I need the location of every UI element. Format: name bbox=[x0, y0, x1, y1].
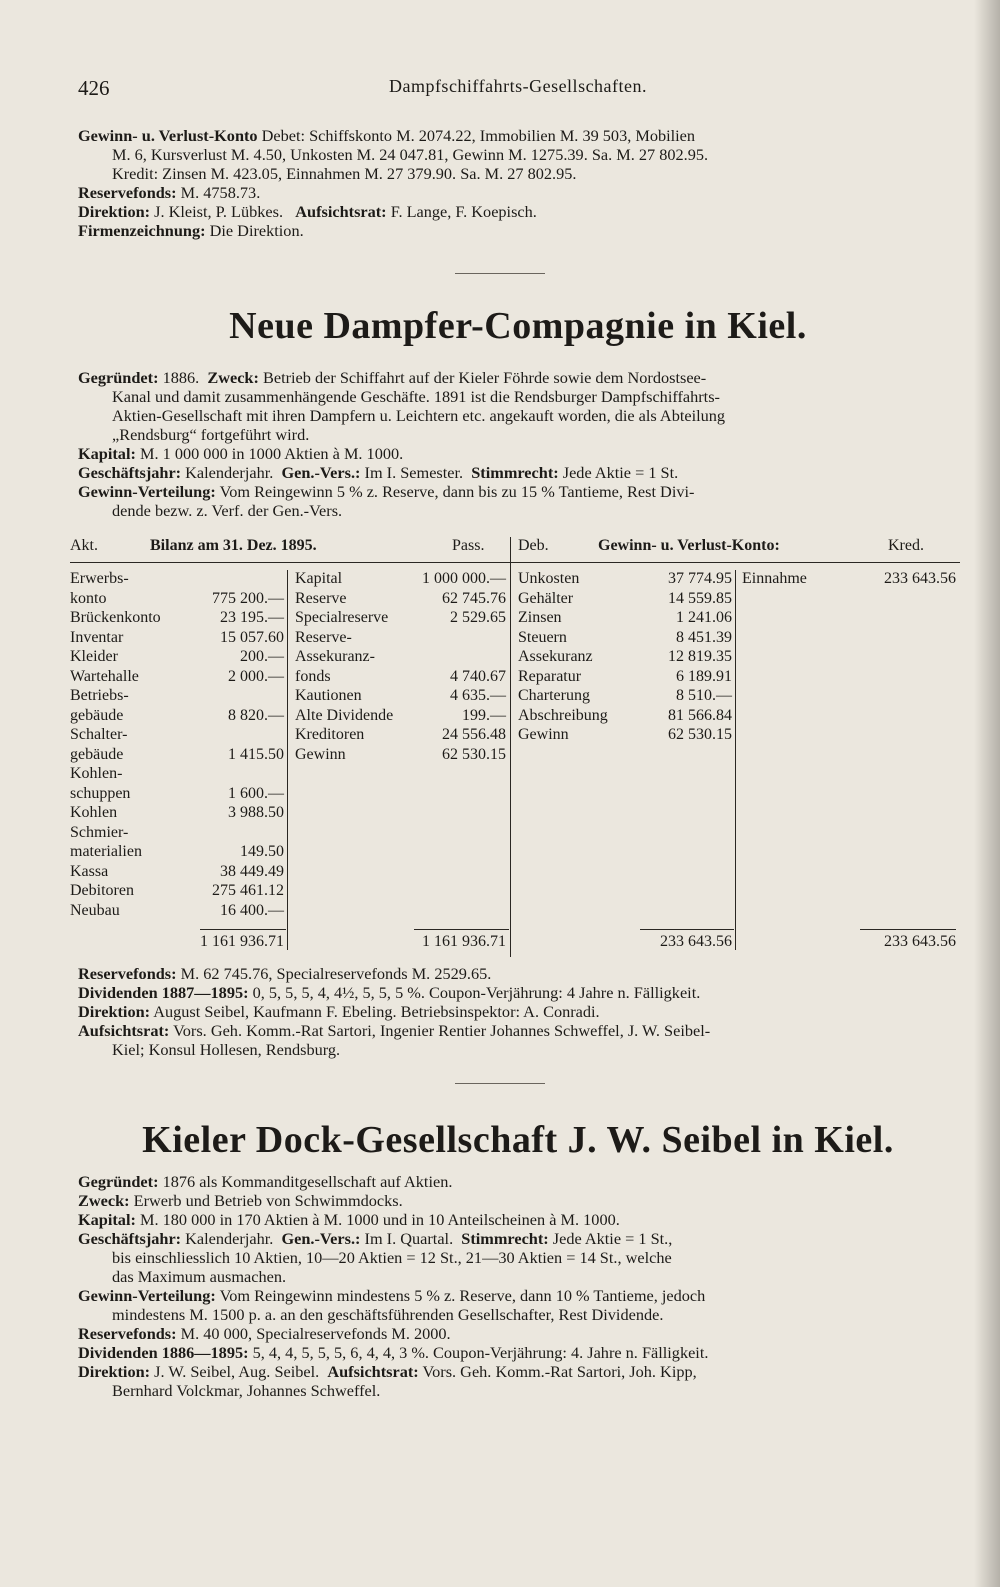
total-rule-kredit bbox=[860, 929, 956, 930]
passiva-row-label: Gewinn bbox=[295, 745, 346, 763]
aktiva-row-label: konto bbox=[70, 589, 107, 607]
geschaeftsjahr-line: Geschäftsjahr: Kalenderjahr. Gen.-Vers.: Im I. Semester. Stimmrecht: Jede Aktie = 1 St. bbox=[78, 463, 679, 482]
debet-row-value: 8 510.— bbox=[676, 687, 732, 704]
debet-row-label: Unkosten bbox=[518, 570, 580, 587]
stimmrecht-line-2: bis einschliesslich 10 Aktien, 10—20 Aktien = 12 St., 21—30 Aktien = 14 St., welche bbox=[112, 1248, 672, 1267]
debet-row-value: 37 774.95 bbox=[668, 570, 732, 587]
direktion-line: Direktion: J. Kleist, P. Lübkes. Aufsichtsrat: F. Lange, F. Koepisch. bbox=[78, 202, 537, 221]
debet-row-value: 8 451.39 bbox=[676, 628, 732, 646]
aufsichtsrat-line: Aufsichtsrat: Vors. Geh. Komm.-Rat Sartori, Ingenier Rentier Johannes Schweffel, J. W. Seibel- bbox=[78, 1021, 711, 1040]
aufsichtsrat-line-2: Kiel; Konsul Hollesen, Rendsburg. bbox=[112, 1040, 341, 1059]
header-passiva: Pass. bbox=[452, 537, 485, 554]
gvk-line: Gewinn- u. Verlust-Konto Debet: Schiffskonto M. 2074.22, Immobilien M. 39 503, Mobilien bbox=[78, 126, 696, 145]
passiva-row-value: 4 740.67 bbox=[450, 667, 506, 685]
aktiva-row-label: Betriebs- bbox=[70, 687, 129, 704]
section-separator bbox=[455, 1083, 545, 1084]
debet-row-value: 62 530.15 bbox=[668, 726, 732, 743]
page-shadow bbox=[974, 0, 1000, 1587]
gvk-line-2: M. 6, Kursverlust M. 4.50, Unkosten M. 24 047.81, Gewinn M. 1275.39. Sa. M. 27 802.95. bbox=[112, 145, 709, 164]
aktiva-row-label: Debitoren bbox=[70, 882, 134, 899]
direktion-line: Direktion: J. W. Seibel, Aug. Seibel. Aufsichtsrat: Vors. Geh. Komm.-Rat Sartori, Joh. Kipp, bbox=[78, 1362, 697, 1381]
passiva-row-label: Alte Dividende bbox=[295, 706, 394, 724]
header-aktiva: Akt. bbox=[70, 537, 98, 554]
aktiva-row-value: 8 820.— bbox=[228, 706, 284, 724]
direktion-line: Direktion: August Seibel, Kaufmann F. Ebeling. Betriebsinspektor: A. Conradi. bbox=[78, 1002, 600, 1021]
zweck-line-2: Kanal und damit zusammenhängende Geschäfte. 1891 ist die Rendsburger Dampfschiffahrts- bbox=[112, 387, 720, 406]
aktiva-row-label: Neubau bbox=[70, 901, 120, 919]
total-kredit: 233 643.56 bbox=[884, 933, 956, 950]
gegruendet-zweck-line: Gegründet: 1886. Zweck: Betrieb der Schiffahrt auf der Kieler Föhrde sowie dem Nordostsee- bbox=[78, 368, 707, 387]
total-rule-passiva bbox=[414, 929, 509, 930]
passiva-row-label: Specialreserve bbox=[295, 609, 389, 626]
gegruendet-line: Gegründet: 1876 als Kommanditgesellschaft auf Aktien. bbox=[78, 1172, 453, 1191]
aktiva-row-value: 2 000.— bbox=[228, 667, 284, 685]
aktiva-row-label: Wartehalle bbox=[70, 667, 139, 685]
passiva-row-value: 62 530.15 bbox=[442, 745, 506, 763]
total-rule-debet bbox=[640, 929, 734, 930]
passiva-row-label: Assekuranz- bbox=[295, 648, 375, 665]
reservefonds-line: Reservefonds: M. 4758.73. bbox=[78, 183, 261, 202]
previous-company-entry bbox=[78, 126, 962, 240]
aktiva-row-label: Schalter- bbox=[70, 726, 128, 743]
company-footer-neue-dampfer bbox=[78, 964, 962, 1059]
zweck-line-4: „Rendsburg“ fortgeführt wird. bbox=[112, 425, 310, 444]
aktiva-row-label: Kleider bbox=[70, 648, 118, 665]
passiva-row-label: Kreditoren bbox=[295, 726, 365, 743]
aktiva-row-value: 775 200.— bbox=[212, 589, 284, 607]
section-separator bbox=[455, 273, 545, 274]
total-aktiva: 1 161 936.71 bbox=[200, 933, 284, 950]
table-top-rule bbox=[70, 562, 960, 563]
aktiva-row-label: Schmier- bbox=[70, 823, 129, 841]
gvk-column-divider bbox=[735, 570, 736, 950]
aufsichtsrat-line-2: Bernhard Volckmar, Johannes Schweffel. bbox=[112, 1381, 381, 1400]
aktiva-row-label: Kohlen bbox=[70, 804, 118, 821]
aktiva-row-label: Inventar bbox=[70, 628, 124, 646]
aktiva-row-value: 15 057.60 bbox=[220, 628, 284, 646]
gewinnverteilung-line: Gewinn-Verteilung: Vom Reingewinn mindestens 5 % z. Reserve, dann 10 % Tantieme, jedoch bbox=[78, 1286, 706, 1305]
firmenzeichnung-line: Firmenzeichnung: Die Direktion. bbox=[78, 221, 304, 240]
dividenden-line: Dividenden 1887—1895: 0, 5, 5, 5, 4, 4½, 5, 5, 5 %. Coupon-Verjährung: 4 Jahre n. Fälligkeit. bbox=[78, 983, 701, 1002]
aktiva-row-label: Kassa bbox=[70, 862, 109, 880]
aktiva-row-value: 3 988.50 bbox=[228, 804, 284, 821]
aktiva-row-label: gebäude bbox=[70, 745, 124, 763]
aktiva-row-value: 1 600.— bbox=[228, 784, 284, 802]
passiva-row-label: fonds bbox=[295, 667, 331, 685]
aktiva-row-value: 1 415.50 bbox=[228, 745, 284, 763]
passiva-row-label: Kautionen bbox=[295, 687, 362, 704]
zweck-line: Zweck: Erwerb und Betrieb von Schwimmdocks. bbox=[78, 1191, 403, 1210]
gvk-line-3: Kredit: Zinsen M. 423.05, Einnahmen M. 27 379.90. Sa. M. 27 802.95. bbox=[112, 164, 577, 183]
passiva-row-value: 24 556.48 bbox=[442, 726, 506, 743]
aktiva-row-label: schuppen bbox=[70, 784, 131, 802]
passiva-row-value: 62 745.76 bbox=[442, 589, 506, 607]
aktiva-row-value: 38 449.49 bbox=[220, 862, 284, 880]
passiva-row-value: 4 635.— bbox=[450, 687, 506, 704]
debet-row-value: 14 559.85 bbox=[668, 589, 732, 607]
company-title-neue-dampfer: Neue Dampfer-Compagnie in Kiel. bbox=[229, 305, 807, 347]
debet-row-value: 1 241.06 bbox=[676, 609, 732, 626]
header-bilanz: Bilanz am 31. Dez. 1895. bbox=[150, 537, 317, 554]
dividenden-line: Dividenden 1886—1895: 5, 4, 4, 5, 5, 5, 6, 4, 4, 3 %. Coupon-Verjährung: 4. Jahre n. Fälligkeit. bbox=[78, 1343, 709, 1362]
debet-row-label: Charterung bbox=[518, 687, 590, 704]
running-title: Dampfschiffahrts-Gesellschaften. bbox=[388, 76, 648, 96]
header-gvk: Gewinn- u. Verlust-Konto: bbox=[598, 537, 780, 554]
gewinnverteilung-line-2: mindestens M. 1500 p. a. an den geschäftsführenden Gesellschafter, Rest Dividende. bbox=[112, 1305, 664, 1324]
balance-table bbox=[70, 537, 960, 957]
debet-row-label: Assekuranz bbox=[518, 648, 593, 665]
debet-row-value: 81 566.84 bbox=[668, 706, 732, 724]
total-passiva: 1 161 936.71 bbox=[422, 933, 506, 950]
aktiva-row-label: gebäude bbox=[70, 706, 124, 724]
aktiva-row-value: 275 461.12 bbox=[212, 882, 284, 899]
aktiva-row-label: Erwerbs- bbox=[70, 570, 129, 587]
header-debet: Deb. bbox=[518, 537, 549, 554]
aktiva-row-value: 200.— bbox=[240, 648, 284, 665]
center-divider bbox=[510, 537, 511, 957]
aktiva-row-value: 16 400.— bbox=[220, 901, 284, 919]
kredit-row-label: Einnahme bbox=[742, 570, 807, 587]
passiva-row-label: Kapital bbox=[295, 570, 343, 587]
company-title-kieler-dock: Kieler Dock-Gesellschaft J. W. Seibel in Kiel. bbox=[142, 1119, 894, 1161]
geschaeftsjahr-line: Geschäftsjahr: Kalenderjahr. Gen.-Vers.: Im I. Quartal. Stimmrecht: Jede Aktie = 1 St., bbox=[78, 1229, 673, 1248]
debet-row-label: Zinsen bbox=[518, 609, 562, 626]
passiva-row-value: 1 000 000.— bbox=[422, 570, 506, 587]
debet-row-label: Gewinn bbox=[518, 726, 569, 743]
aktiva-row-label: Brückenkonto bbox=[70, 609, 161, 626]
kredit-row-value: 233 643.56 bbox=[884, 570, 956, 587]
page-number: 426 bbox=[78, 76, 110, 100]
debet-row-value: 6 189.91 bbox=[676, 667, 732, 685]
kapital-line: Kapital: M. 1 000 000 in 1000 Aktien à M. 1000. bbox=[78, 444, 404, 463]
gewinnverteilung-line: Gewinn-Verteilung: Vom Reingewinn 5 % z. Reserve, dann bis zu 15 % Tantieme, Rest Divi- bbox=[78, 482, 695, 501]
page-header bbox=[78, 76, 958, 104]
company-info-kieler-dock bbox=[78, 1172, 962, 1400]
aktiva-row-label: Kohlen- bbox=[70, 765, 123, 782]
total-debet: 233 643.56 bbox=[660, 933, 732, 950]
reservefonds-line: Reservefonds: M. 40 000, Specialreservefonds M. 2000. bbox=[78, 1324, 451, 1343]
aktiva-row-label: materialien bbox=[70, 843, 142, 860]
gewinnverteilung-line-2: dende bezw. z. Verf. der Gen.-Vers. bbox=[112, 501, 343, 520]
zweck-line-3: Aktien-Gesellschaft mit ihren Dampfern u. Leichtern etc. angekauft worden, die als Abteilung bbox=[112, 406, 726, 425]
debet-row-label: Abschreibung bbox=[518, 706, 608, 724]
balance-column-divider bbox=[287, 570, 288, 950]
kapital-line: Kapital: M. 180 000 in 170 Aktien à M. 1000 und in 10 Anteilscheinen à M. 1000. bbox=[78, 1210, 620, 1229]
company-info-neue-dampfer bbox=[78, 368, 962, 520]
passiva-row-label: Reserve bbox=[295, 589, 347, 607]
debet-row-label: Steuern bbox=[518, 628, 567, 646]
stimmrecht-line-3: das Maximum ausmachen. bbox=[112, 1267, 287, 1286]
passiva-row-value: 199.— bbox=[462, 706, 506, 724]
aktiva-row-value: 149.50 bbox=[240, 843, 284, 860]
debet-row-label: Reparatur bbox=[518, 667, 582, 685]
debet-row-value: 12 819.35 bbox=[668, 648, 732, 665]
aktiva-row-value: 23 195.— bbox=[220, 609, 284, 626]
header-kredit: Kred. bbox=[888, 537, 924, 554]
debet-row-label: Gehälter bbox=[518, 589, 574, 607]
reservefonds-line: Reservefonds: M. 62 745.76, Specialreservefonds M. 2529.65. bbox=[78, 964, 492, 983]
passiva-row-label: Reserve- bbox=[295, 628, 352, 646]
total-rule-aktiva bbox=[200, 929, 286, 930]
passiva-row-value: 2 529.65 bbox=[450, 609, 506, 626]
